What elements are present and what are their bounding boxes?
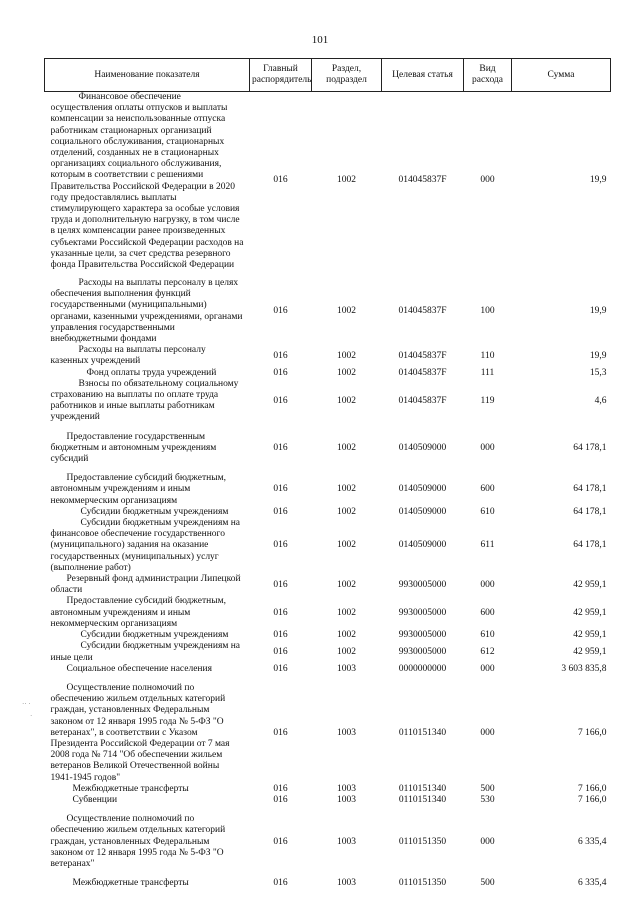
cell-target: 9930005000 bbox=[398, 646, 447, 657]
cell-sum: 42 959,1 bbox=[573, 630, 607, 641]
cell-expense-type: 000 bbox=[480, 579, 495, 590]
cell-name bbox=[45, 518, 250, 574]
cell-main-manager: 016 bbox=[273, 727, 288, 738]
cell-sum: 19,9 bbox=[589, 175, 607, 186]
cell-expense-type: 500 bbox=[480, 878, 495, 889]
row-spacer bbox=[45, 675, 611, 683]
cell-name bbox=[45, 784, 250, 795]
row-name-text: Межбюджетные трансферты bbox=[72, 783, 189, 794]
table-row bbox=[45, 574, 611, 596]
cell-target: 0140509000 bbox=[398, 540, 447, 551]
cell-target: 0140509000 bbox=[398, 484, 447, 495]
cell-target: 9930005000 bbox=[398, 630, 447, 641]
row-name-text: Взносы по обязательному социальному страхованию на выплаты по оплате труда работников и иные выплаты работникам учреждений bbox=[50, 378, 239, 423]
cell-section: 1002 bbox=[337, 442, 356, 453]
cell-name bbox=[45, 664, 250, 675]
cell-section: 1002 bbox=[337, 579, 356, 590]
cell-expense-type: 610 bbox=[480, 630, 495, 641]
cell-expense-type: 100 bbox=[480, 306, 495, 316]
budget-table bbox=[44, 58, 611, 889]
cell-name bbox=[45, 814, 250, 870]
row-name-text: Межбюджетные трансферты bbox=[72, 878, 189, 889]
table-row bbox=[45, 518, 611, 574]
cell-sum: 3 603 835,8 bbox=[561, 663, 607, 674]
row-name-text: Предоставление субсидий бюджетным, автономным учреждениям и иным некоммерческим организациям bbox=[50, 473, 226, 506]
cell-main-manager: 016 bbox=[273, 306, 288, 316]
cell-sum: 64 178,1 bbox=[573, 506, 607, 517]
table-row bbox=[45, 345, 611, 367]
table-row bbox=[45, 473, 611, 507]
table-row bbox=[45, 795, 611, 806]
cell-name bbox=[45, 683, 250, 784]
cell-target: 0110151350 bbox=[398, 878, 447, 889]
table-header bbox=[45, 59, 611, 92]
cell-target: 9930005000 bbox=[398, 579, 447, 590]
table-row bbox=[45, 368, 611, 379]
cell-section: 1002 bbox=[337, 367, 356, 378]
cell-sum: 42 959,1 bbox=[573, 579, 607, 590]
scan-mark: ·· · bbox=[22, 700, 31, 708]
row-name-text: Предоставление государственным бюджетным и автономным учреждениям субсидий bbox=[50, 431, 217, 465]
cell-main-manager: 016 bbox=[273, 878, 288, 889]
cell-section: 1003 bbox=[337, 663, 356, 674]
cell-section: 1003 bbox=[337, 878, 356, 889]
cell-sum: 7 166,0 bbox=[578, 794, 607, 805]
cell-sum: 6 335,4 bbox=[578, 878, 607, 889]
row-name-text: Осуществление полномочий по обеспечению жильем отдельных категорий граждан, установленных Федеральным законом от 12 января 1995 года № 5-ФЗ "О ветеранах", в соответствии с Указом Президента Российской Федерации от 7 мая 2008 года № 714 "Об обеспечении жильем ветеранов Великой Отечественной войны 1941-1945 годов" bbox=[50, 682, 230, 783]
cell-target: 0140509000 bbox=[398, 506, 447, 517]
page-number: 101 bbox=[311, 34, 329, 46]
cell-main-manager: 016 bbox=[273, 506, 288, 517]
cell-sum: 64 178,1 bbox=[573, 540, 607, 551]
row-name-text: Резервный фонд администрации Липецкой области bbox=[50, 574, 241, 596]
cell-name bbox=[45, 795, 250, 806]
table-row bbox=[45, 432, 611, 466]
row-name-text: Субсидии бюджетным учреждениям bbox=[80, 630, 229, 641]
table-row bbox=[45, 507, 611, 518]
table-row bbox=[45, 878, 611, 889]
row-name-text: Субсидии бюджетным учреждениям на иные цели bbox=[50, 641, 241, 663]
cell-target: 0110151350 bbox=[398, 836, 447, 847]
cell-name bbox=[45, 641, 250, 663]
cell-section: 1002 bbox=[337, 484, 356, 495]
cell-name bbox=[45, 596, 250, 630]
cell-name bbox=[45, 630, 250, 641]
cell-sum: 19,9 bbox=[589, 306, 607, 316]
cell-section: 1002 bbox=[337, 306, 356, 316]
cell-target: 0000000000 bbox=[398, 663, 447, 674]
cell-sum: 64 178,1 bbox=[573, 442, 607, 453]
row-name-text: Субсидии бюджетным учреждениям bbox=[80, 506, 229, 517]
cell-section: 1003 bbox=[337, 783, 356, 794]
cell-sum: 42 959,1 bbox=[573, 646, 607, 657]
cell-main-manager: 016 bbox=[273, 794, 288, 805]
cell-main-manager: 016 bbox=[273, 836, 288, 847]
row-name-text: Социальное обеспечение населения bbox=[66, 663, 212, 674]
row-name-text: Осуществление полномочий по обеспечению жильем отдельных категорий граждан, установленных Федеральным законом от 12 января 1995 года № 5-ФЗ "О ветеранах" bbox=[50, 814, 226, 869]
table-row bbox=[45, 784, 611, 795]
table-row bbox=[45, 596, 611, 630]
cell-expense-type: 000 bbox=[480, 727, 495, 738]
cell-expense-type: 612 bbox=[480, 646, 495, 657]
cell-target: 0110151340 bbox=[398, 794, 447, 805]
cell-target: 014045837F bbox=[398, 175, 447, 186]
row-name-text: Предоставление субсидий бюджетным, автономным учреждениям и иным некоммерческим организациям bbox=[50, 596, 226, 629]
row-spacer bbox=[45, 424, 611, 432]
cell-expense-type: 000 bbox=[480, 175, 495, 186]
cell-section: 1003 bbox=[337, 836, 356, 847]
cell-name bbox=[45, 379, 250, 424]
cell-sum: 64 178,1 bbox=[573, 484, 607, 495]
cell-section: 1003 bbox=[337, 794, 356, 805]
cell-target: 0110151340 bbox=[398, 727, 447, 738]
cell-main-manager: 016 bbox=[273, 646, 288, 657]
cell-main-manager: 016 bbox=[273, 630, 288, 641]
cell-expense-type: 000 bbox=[480, 442, 495, 453]
cell-name bbox=[45, 878, 250, 889]
cell-name bbox=[45, 507, 250, 518]
table-row bbox=[45, 664, 611, 675]
table-row bbox=[45, 641, 611, 663]
cell-target: 0110151340 bbox=[398, 783, 447, 794]
cell-main-manager: 016 bbox=[273, 783, 288, 794]
row-name-text: Субвенции bbox=[72, 794, 118, 805]
cell-expense-type: 000 bbox=[480, 836, 495, 847]
cell-target: 0140509000 bbox=[398, 442, 447, 453]
cell-expense-type: 610 bbox=[480, 506, 495, 517]
row-name-text: Расходы на выплаты персоналу в целях обеспечения выполнения функций государственными (муниципальными) органами, казенными учреждениями, органами управления государственными внебюджетными фондами bbox=[50, 278, 243, 345]
row-spacer bbox=[45, 270, 611, 278]
table-row bbox=[45, 278, 611, 345]
cell-section: 1002 bbox=[337, 540, 356, 551]
table-row bbox=[45, 683, 611, 784]
cell-name bbox=[45, 473, 250, 507]
row-name-text: Фонд оплаты труда учреждений bbox=[86, 367, 217, 378]
cell-sum: 15,3 bbox=[589, 367, 607, 378]
cell-sum: 42 959,1 bbox=[573, 607, 607, 618]
cell-expense-type: 110 bbox=[480, 350, 495, 361]
cell-expense-type: 500 bbox=[480, 783, 495, 794]
cell-target: 014045837F bbox=[398, 367, 447, 378]
cell-section: 1002 bbox=[337, 395, 356, 406]
cell-expense-type: 600 bbox=[480, 607, 495, 618]
table-row bbox=[45, 814, 611, 870]
header-sum: Сумма bbox=[512, 59, 611, 92]
cell-section: 1002 bbox=[337, 646, 356, 657]
cell-main-manager: 016 bbox=[273, 540, 288, 551]
cell-expense-type: 600 bbox=[480, 484, 495, 495]
cell-main-manager: 016 bbox=[273, 579, 288, 590]
cell-section: 1002 bbox=[337, 630, 356, 641]
cell-main-manager: 016 bbox=[273, 350, 288, 361]
cell-expense-type: 111 bbox=[480, 367, 495, 378]
cell-section: 1003 bbox=[337, 727, 356, 738]
row-name-text: Субсидии бюджетным учреждениям на финансовое обеспечение государственного (муниципального) задания на оказание государственных (муниципальных) услуг (выполнение работ) bbox=[50, 518, 241, 573]
cell-target: 014045837F bbox=[398, 395, 447, 406]
scan-mark: · bbox=[30, 712, 33, 720]
cell-section: 1002 bbox=[337, 350, 356, 361]
cell-main-manager: 016 bbox=[273, 484, 288, 495]
cell-expense-type: 000 bbox=[480, 663, 495, 674]
header-expense-type: Вид расхода bbox=[464, 59, 512, 92]
cell-main-manager: 016 bbox=[273, 395, 288, 406]
row-spacer bbox=[45, 870, 611, 878]
cell-target: 014045837F bbox=[398, 306, 447, 316]
cell-sum: 7 166,0 bbox=[578, 727, 607, 738]
cell-main-manager: 016 bbox=[273, 607, 288, 618]
header-name: Наименование показателя bbox=[45, 59, 250, 92]
cell-expense-type: 611 bbox=[480, 540, 495, 551]
header-target: Целевая статья bbox=[382, 59, 464, 92]
cell-main-manager: 016 bbox=[273, 175, 288, 186]
row-name-text: Финансовое обеспечение осуществления оплаты отпусков и выплаты компенсации за неиспользованные отпуска работникам стационарных организаций социального обслуживания, стационарных отделений, созданных не в стационарных организациях социального обслуживания, которым в соответствии с решениями Правительства Российской Федерации в 2020 году предоставлялись выплаты стимулирующего характера за особые условия труда и дополнительную нагрузку, в том числе в целях компенсации ранее произведенных субъектами Российской Федерации расходов на указанные цели, за счет средства резервного фонда Правительства Российской Федерации bbox=[50, 92, 244, 270]
cell-name bbox=[45, 432, 250, 466]
cell-main-manager: 016 bbox=[273, 442, 288, 453]
cell-main-manager: 016 bbox=[273, 367, 288, 378]
row-name-text: Расходы на выплаты персоналу казенных учреждений bbox=[50, 345, 206, 367]
cell-section: 1002 bbox=[337, 607, 356, 618]
cell-target: 9930005000 bbox=[398, 607, 447, 618]
table-row bbox=[45, 92, 611, 271]
cell-section: 1002 bbox=[337, 175, 356, 186]
cell-name bbox=[45, 345, 250, 367]
cell-name bbox=[45, 92, 250, 271]
cell-sum: 19,9 bbox=[589, 350, 607, 361]
header-section: Раздел, подраздел bbox=[312, 59, 382, 92]
cell-expense-type: 119 bbox=[480, 395, 495, 406]
row-spacer bbox=[45, 806, 611, 814]
cell-name bbox=[45, 574, 250, 596]
cell-target: 014045837F bbox=[398, 350, 447, 361]
cell-name bbox=[45, 278, 250, 345]
table-row bbox=[45, 630, 611, 641]
cell-sum: 4,6 bbox=[594, 395, 607, 406]
cell-sum: 6 335,4 bbox=[578, 836, 607, 847]
cell-section: 1002 bbox=[337, 506, 356, 517]
cell-name bbox=[45, 368, 250, 379]
table-row bbox=[45, 379, 611, 424]
cell-expense-type: 530 bbox=[480, 794, 495, 805]
header-main-manager: Главный распорядитель bbox=[250, 59, 312, 92]
cell-sum: 7 166,0 bbox=[578, 783, 607, 794]
cell-main-manager: 016 bbox=[273, 663, 288, 674]
